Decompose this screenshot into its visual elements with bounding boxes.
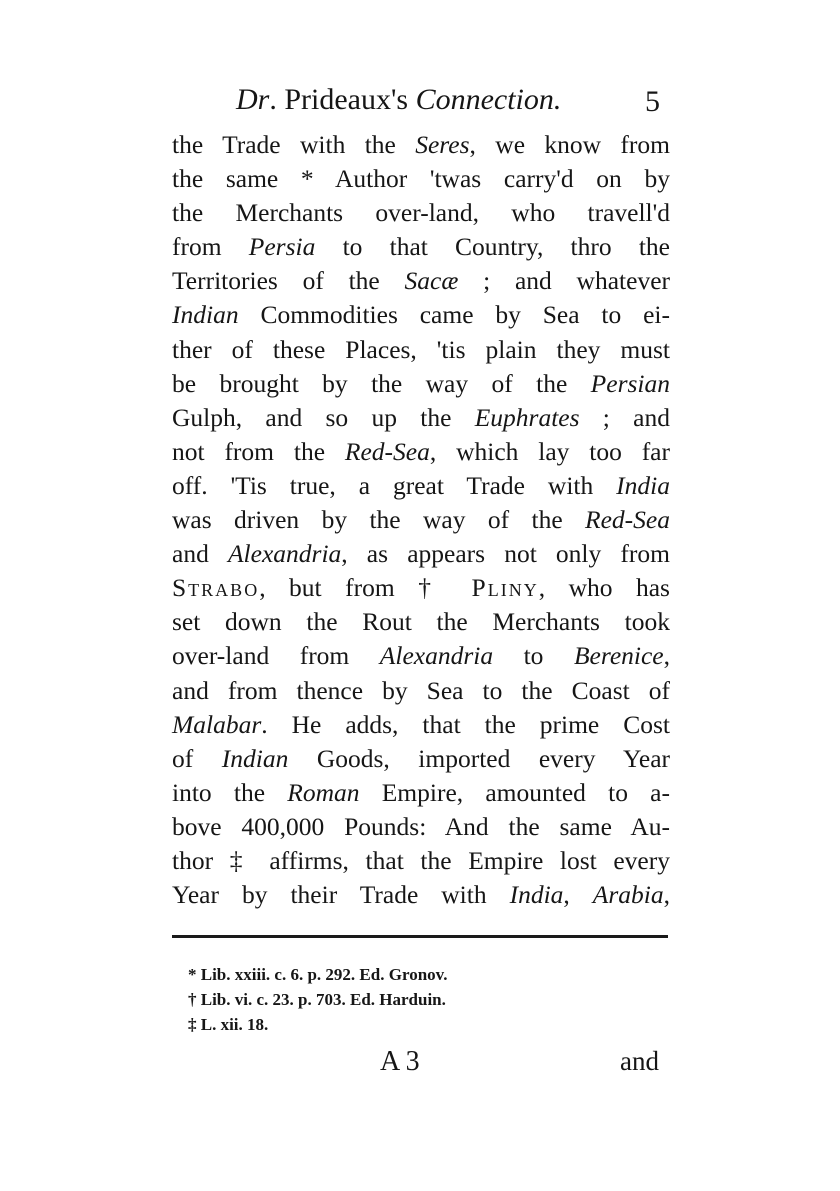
footnote: ‡ L. xii. 18.	[188, 1015, 269, 1034]
text-line	[172, 298, 670, 332]
text-segment: , as appears not only from	[341, 539, 670, 569]
text-segment: ; and whatever	[458, 266, 670, 296]
text-segment: thor ‡ affirms, that the Empire lost every	[172, 845, 670, 875]
text-segment: to	[493, 641, 574, 671]
text-segment: , but from †	[259, 573, 472, 603]
italic-segment: Alexandria	[379, 641, 494, 671]
text-line	[172, 503, 670, 537]
text-segment: set down the Rout the Merchants took	[172, 607, 670, 637]
italic-segment: Malabar	[172, 709, 262, 739]
italic-segment: Euphrates	[474, 402, 580, 432]
text-line	[172, 435, 670, 469]
text-segment: ,	[563, 880, 593, 910]
italic-segment: Sacæ	[404, 266, 459, 296]
small-caps-segment: Strabo	[172, 573, 260, 603]
italic-segment: Alexandria	[227, 539, 342, 569]
title-dr: Dr	[236, 83, 270, 116]
text-line	[172, 674, 670, 708]
text-segment: Territories of the	[172, 266, 405, 296]
text-segment: of	[172, 743, 222, 773]
text-segment: Year by their Trade with	[172, 880, 510, 910]
text-segment: bove 400,000 Pounds: And the same Au-	[172, 811, 670, 841]
text-segment: ther of these Places, 'tis plain they must	[172, 334, 670, 364]
text-segment: the Trade with the	[172, 130, 416, 159]
small-caps-segment: Pliny	[471, 573, 539, 603]
text-line	[172, 230, 670, 264]
text-segment: Empire, amounted to a-	[359, 777, 670, 807]
italic-segment: Arabia	[592, 880, 664, 910]
text-segment: the same * Author 'twas carry'd on by	[172, 164, 670, 194]
text-segment: into the	[172, 777, 288, 807]
text-line	[172, 162, 670, 196]
text-segment: Commodities came by Sea to ei-	[238, 300, 670, 330]
text-line	[172, 708, 670, 742]
text-segment: from	[172, 232, 249, 262]
italic-segment: Seres	[415, 130, 470, 159]
italic-segment: Roman	[287, 777, 360, 807]
text-segment: ,	[663, 641, 670, 671]
footnotes	[188, 962, 447, 1037]
text-line	[172, 844, 670, 878]
text-line	[172, 605, 670, 639]
text-line	[172, 196, 670, 230]
text-line	[172, 333, 670, 367]
body-text	[172, 128, 670, 912]
text-segment: the Merchants over-land, who travell'd	[172, 198, 670, 228]
text-line	[172, 537, 670, 571]
italic-segment: Indian	[221, 743, 289, 773]
italic-segment: India	[509, 880, 564, 910]
text-line	[172, 639, 670, 673]
text-segment: off. 'Tis true, a great Trade with	[172, 470, 617, 500]
footnote: * Lib. xxiii. c. 6. p. 292. Ed. Gronov.	[188, 965, 448, 984]
title-work: Connection.	[415, 83, 562, 116]
text-line	[172, 401, 670, 435]
italic-segment: Persia	[248, 232, 316, 262]
italic-segment: Red-Sea	[344, 436, 430, 466]
text-line	[172, 878, 670, 912]
text-line	[172, 367, 670, 401]
text-segment: and	[172, 539, 228, 569]
title-name: . Prideaux's	[269, 83, 416, 116]
text-line	[172, 571, 670, 605]
text-segment: Gulph, and so up the	[172, 402, 475, 432]
text-line	[172, 810, 670, 844]
text-segment: to that Country, thro the	[315, 232, 670, 262]
text-segment: be brought by the way of the	[172, 368, 591, 398]
text-line	[172, 128, 670, 162]
text-segment: Goods, imported every Year	[288, 743, 671, 773]
text-segment: , which lay too far	[429, 436, 670, 466]
catchword: and	[620, 1046, 659, 1076]
text-segment: was driven by the way of the	[172, 505, 586, 535]
signature-mark: A 3	[380, 1046, 420, 1077]
text-segment: . He adds, that the prime Cost	[261, 709, 670, 739]
text-line	[172, 469, 670, 503]
italic-segment: Persian	[590, 368, 670, 398]
page-number: 5	[645, 85, 660, 118]
text-line	[172, 264, 670, 298]
text-segment: , we know from	[469, 130, 670, 159]
italic-segment: Indian	[172, 300, 239, 330]
text-segment: not from the	[172, 436, 345, 466]
text-segment: and from thence by Sea to the Coast of	[172, 675, 670, 705]
text-segment: over-land from	[172, 641, 380, 671]
text-segment: ,	[663, 880, 671, 910]
running-title	[236, 78, 561, 122]
text-segment: , who has	[538, 573, 670, 603]
text-line	[172, 742, 670, 776]
text-line	[172, 776, 670, 810]
italic-segment: Red-Sea	[585, 505, 670, 535]
text-segment: ; and	[579, 402, 670, 432]
footnote-rule	[172, 935, 668, 938]
running-header	[170, 78, 670, 122]
italic-segment: Berenice	[573, 641, 664, 671]
footnote: † Lib. vi. c. 23. p. 703. Ed. Harduin.	[188, 990, 446, 1009]
italic-segment: India	[616, 470, 670, 500]
